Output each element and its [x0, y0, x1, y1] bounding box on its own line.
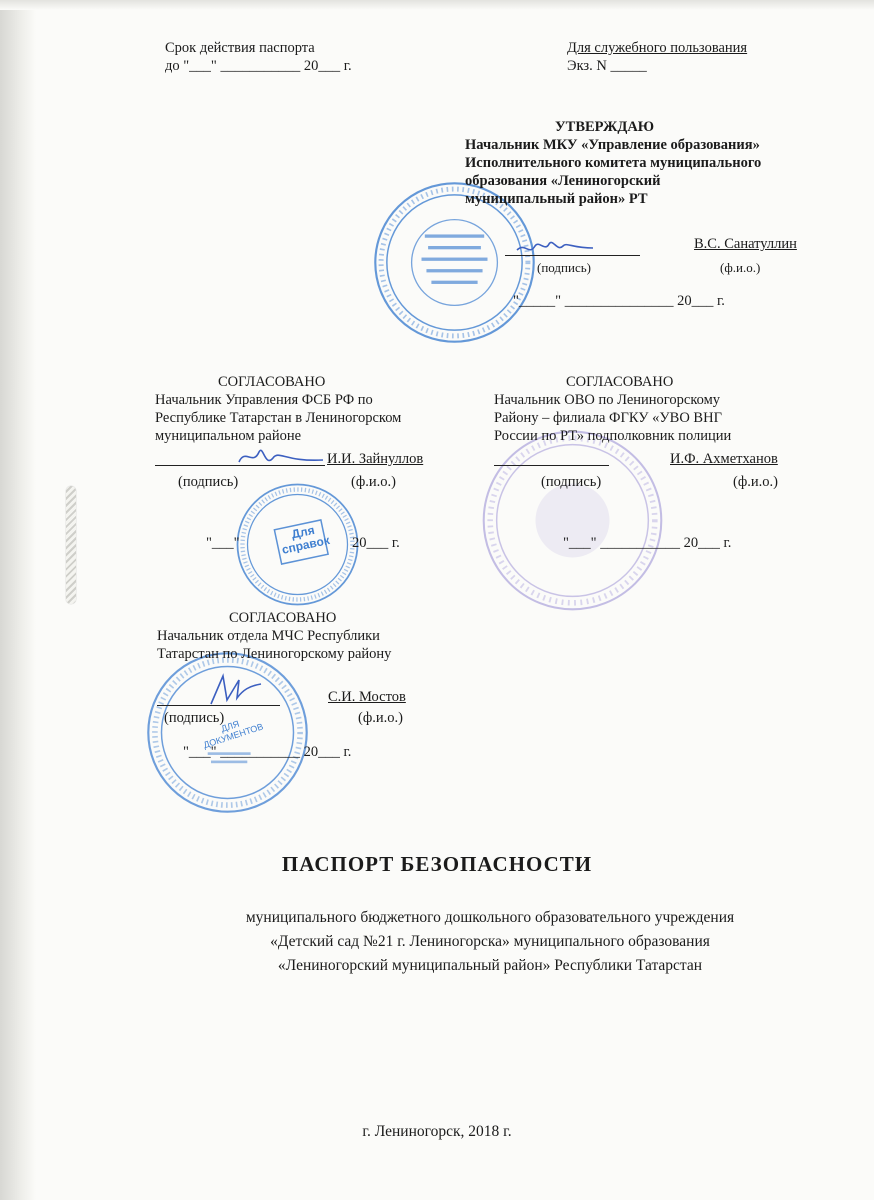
restricted-label: Для служебного пользования — [567, 40, 748, 56]
mchs-date: "___" ___________ 20___ г. — [183, 744, 352, 760]
fsb-line-2: Республике Татарстан в Лениногорском — [155, 410, 402, 426]
approve-fio-caption: (ф.и.о.) — [720, 260, 761, 275]
fsb-date-right: 20___ г. — [352, 535, 400, 551]
ovo-line-3: России по РТ» подполковник полиции — [494, 428, 732, 444]
fsb-stamp — [235, 482, 360, 607]
ovo-line-1: Начальник ОВО по Лениногорскому — [494, 392, 721, 408]
approve-date: "_____" _______________ 20___ г. — [513, 293, 725, 309]
page-binding-edge — [0, 0, 36, 1200]
fsb-stamp-label: Для справок — [280, 522, 331, 557]
ovo-date: "___" ___________ 20___ г. — [563, 535, 732, 551]
validity-until: до "___" ___________ 20___ г. — [165, 58, 352, 74]
fsb-name: И.И. Зайнуллов — [327, 451, 424, 467]
description-line-2: «Детский сад №21 г. Лениногорска» муниципального образования — [270, 933, 710, 951]
approve-name: В.С. Санатуллин — [694, 236, 797, 252]
fsb-sign-caption: (подпись) — [178, 474, 239, 490]
binding-thread — [66, 486, 76, 604]
approve-line-3: образования «Лениногорский — [465, 173, 661, 189]
approve-line-4: муниципальный район» РТ — [465, 191, 648, 207]
approve-line-1: Начальник МКУ «Управление образования» — [465, 137, 760, 153]
ovo-sign-caption: (подпись) — [541, 474, 602, 490]
approve-heading: УТВЕРЖДАЮ — [555, 119, 655, 135]
mchs-heading: СОГЛАСОВАНО — [229, 610, 337, 626]
ovo-line-2: Району – филиала ФГКУ «УВО ВНГ — [494, 410, 722, 426]
document-footer: г. Лениногорск, 2018 г. — [362, 1123, 512, 1140]
mchs-line-1: Начальник отдела МЧС Республики — [157, 628, 380, 644]
fsb-line-1: Начальник Управления ФСБ РФ по — [155, 392, 373, 408]
description-line-3: «Лениногорский муниципальный район» Республики Татарстан — [277, 957, 703, 975]
mchs-sign-caption: (подпись) — [164, 710, 225, 726]
ovo-heading: СОГЛАСОВАНО — [566, 374, 674, 390]
mchs-stamp-label: ДЛЯ ДОКУМЕНТОВ — [202, 718, 265, 751]
ovo-signature-line — [494, 465, 609, 466]
fsb-fio-caption: (ф.и.о.) — [351, 474, 396, 490]
ovo-name: И.Ф. Ахметханов — [670, 451, 778, 467]
approve-line-2: Исполнительного комитета муниципального — [465, 155, 762, 171]
mchs-fio-caption: (ф.и.о.) — [358, 710, 403, 726]
description-line-1: муниципального бюджетного дошкольного образовательного учреждения — [245, 909, 735, 926]
document-description — [120, 906, 860, 978]
mchs-name: С.И. Мостов — [328, 689, 406, 705]
copy-number: Экз. N _____ — [567, 58, 647, 74]
mchs-signature — [205, 670, 265, 710]
validity-title: Срок действия паспорта — [165, 40, 315, 56]
approve-signature — [515, 232, 595, 258]
fsb-heading: СОГЛАСОВАНО — [218, 374, 326, 390]
approve-sign-caption: (подпись) — [537, 260, 591, 275]
stamp-circle-icon — [480, 428, 665, 613]
document-title: ПАСПОРТ БЕЗОПАСНОСТИ — [281, 852, 593, 876]
fsb-date-left: "___" — [206, 535, 240, 551]
fsb-signature — [235, 440, 325, 472]
page-top-edge — [0, 0, 874, 10]
ovo-stamp — [480, 428, 665, 613]
ovo-fio-caption: (ф.и.о.) — [733, 474, 778, 490]
fsb-line-3: муниципальном районе — [155, 428, 302, 444]
mchs-line-2: Татарстан по Лениногорскому району — [157, 646, 392, 662]
